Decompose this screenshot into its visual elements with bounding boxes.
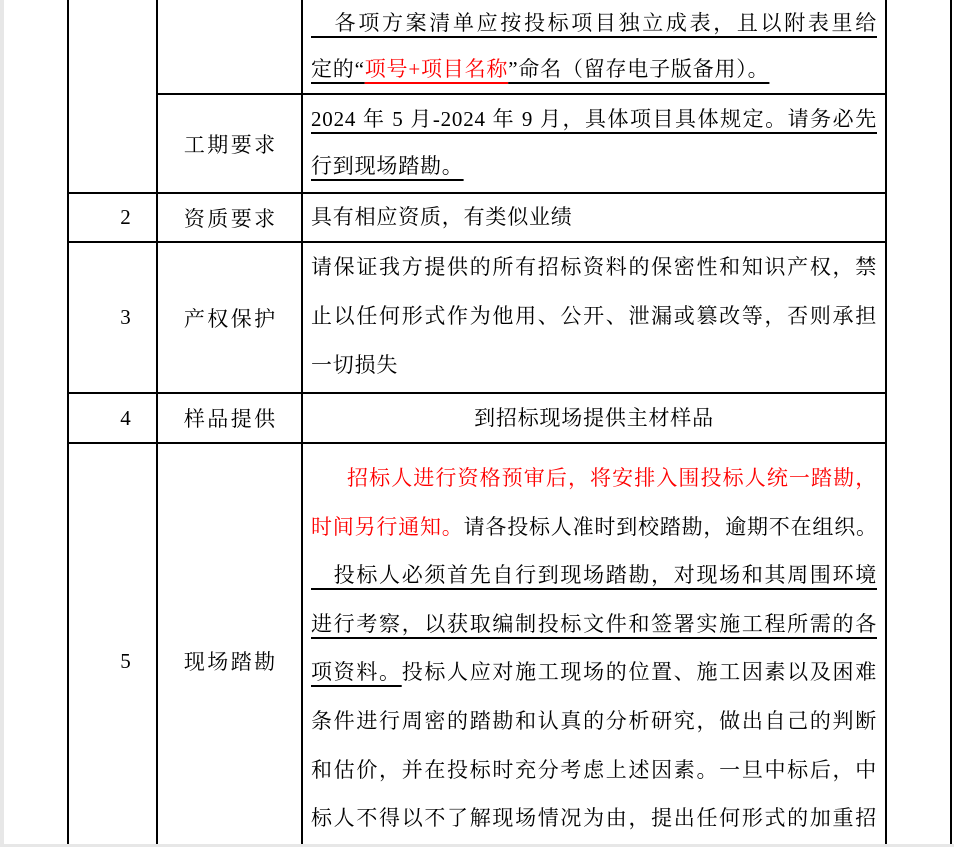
table-border-category-content [301,0,303,847]
table-border-row4-row5 [67,442,887,444]
table-border-num-category [156,0,158,847]
empty-right-column [887,0,950,847]
row1-content-line1: 各项方案清单应按投标项目独立成表，且以附表里给 [311,11,877,35]
row5-num-cell [69,637,156,685]
page-edge-left [0,0,4,847]
row5-label: 现场踏勘 [183,650,278,674]
row3-line3: 一切损失 [311,353,399,377]
row3-num: 3 [120,305,131,329]
table-border-row1-gongqi [156,93,887,95]
table-border-content-right [885,0,887,847]
row4-content-cell [311,393,877,443]
row5-line7: 和估价，并在投标时充分考虑上述因素。一旦中标后，中 [311,757,877,782]
row4-num: 4 [120,405,131,430]
gongqi-label: 工期要求 [183,132,278,157]
row5-line5-underlined: 项资料。 [311,660,402,685]
row5-line4: 进行考察，以获取编制投标文件和签署实施工程所需的各 [311,611,877,636]
row5-line8: 标人不得以不了解现场情况为由，提出任何形式的加重招 [311,806,877,831]
gongqi-content-cell [311,96,877,189]
row3-content-cell [311,243,877,390]
row3-num-cell [69,242,156,393]
row1-content-cell [311,0,877,92]
table-border-row3-row4 [67,392,887,394]
row5-line6: 条件进行周密的踏勘和认真的分析研究，做出自己的判断 [311,708,877,733]
row5-line2-red: 时间另行通知。 [311,514,464,539]
row5-line5-rest: 投标人应对施工现场的位置、施工因素以及困难 [401,660,877,685]
row1-content-line2 [311,46,877,92]
row2-label: 资质要求 [183,206,278,231]
gongqi-line1: 2024 年 5 月-2024 年 9 月，具体项目具体规定。请务必先 [311,107,877,131]
row3-label-cell [158,242,301,393]
row5-num: 5 [120,648,131,673]
row5-label-cell [158,637,301,685]
row2-content-cell [311,193,877,242]
table-border-outer-right [950,0,952,847]
row4-num-cell [69,393,156,443]
row5-line2-black: 请各投标人准时到校踏勘，逾期不在组织。 [463,514,878,539]
row1-line2-post: ”命名（留存电子版备用）。 [508,57,770,81]
table-border-left [67,0,69,847]
row2-num: 2 [120,205,131,229]
row3-line2: 止以任何形式作为他用、公开、泄漏或篡改等，否则承担 [311,304,877,328]
row5-line3: 投标人必须首先自行到现场踏勘，对现场和其周围环境 [311,563,877,588]
row4-label: 样品提供 [183,407,278,431]
row5-line5 [311,648,877,697]
row4-text: 到招标现场提供主材样品 [474,406,714,430]
row2-label-cell [158,194,301,241]
gongqi-line2: 行到现场踏勘。 [311,153,464,178]
table-border-row1-row2 [67,192,887,194]
row5-line1: 招标人进行资格预审后，将安排入围投标人统一踏勘， [347,466,877,490]
row2-num-cell [69,194,156,241]
row5-content-cell [311,454,877,843]
row5-line2 [311,503,877,552]
row3-label: 产权保护 [183,306,278,331]
gongqi-label-cell [158,95,301,192]
row4-label-cell [158,393,301,443]
row2-text: 具有相应资质，有类似业绩 [311,205,573,229]
row1-line2-pre: 定的“ [311,57,365,81]
row1-line2-red-term: 项号+项目名称 [364,57,509,81]
row3-line1: 请保证我方提供的所有招标资料的保密性和知识产权，禁 [311,255,877,279]
table-border-row2-row3 [67,241,887,243]
